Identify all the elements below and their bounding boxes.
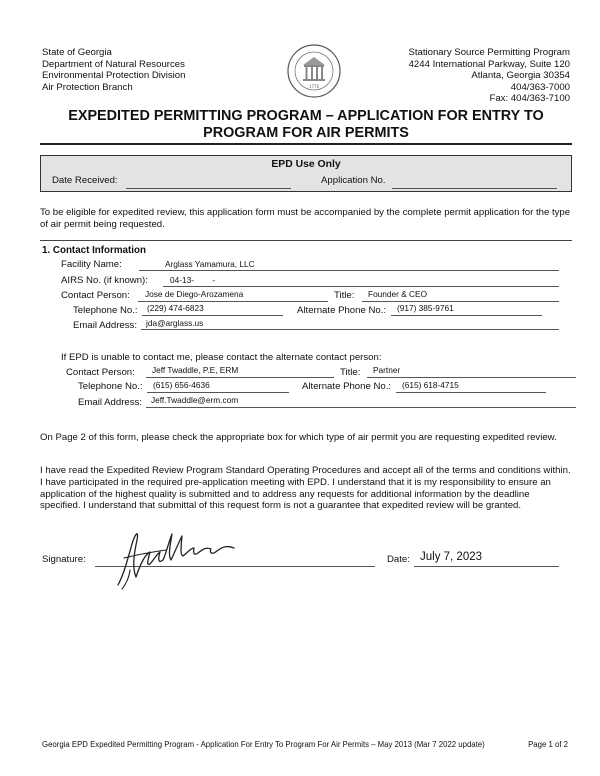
contact-title-label: Title: — [334, 290, 355, 301]
alt-email-field[interactable] — [146, 407, 576, 408]
date-received-label: Date Received: — [52, 175, 118, 186]
date-field[interactable] — [414, 566, 559, 567]
contact-section-heading: 1. Contact Information — [42, 245, 146, 256]
facility-name-value: Arglass Yamamura, LLC — [165, 259, 255, 269]
program-line: Atlanta, Georgia 30354 — [471, 70, 570, 82]
program-line: 4244 International Parkway, Suite 120 — [408, 58, 570, 70]
agency-line: Environmental Protection Division — [42, 70, 186, 82]
airs-no-value: 04-13- - — [170, 275, 216, 285]
telephone-value: (229) 474-6823 — [147, 303, 204, 313]
alt-alternate-phone-label: Alternate Phone No.: — [302, 381, 392, 392]
alt-email-label: Email Address: — [78, 397, 142, 408]
date-label: Date: — [387, 554, 410, 565]
alt-contact-person-field[interactable] — [146, 377, 334, 378]
handwritten-signature — [108, 522, 248, 597]
page-two-note: On Page 2 of this form, please check the appropriate box for which type of air permit you are requesting expedited review. — [40, 432, 557, 443]
epd-use-only-box — [40, 155, 572, 192]
title-line: EXPEDITED PERMITTING PROGRAM – APPLICATION FOR ENTRY TO — [68, 108, 544, 124]
page-title — [40, 108, 572, 142]
alternate-phone-value: (917) 385-9761 — [397, 303, 454, 313]
date-value: July 7, 2023 — [420, 551, 483, 563]
contact-person-value: Jose de Diego-Arozamena — [145, 289, 244, 299]
contact-person-label: Contact Person: — [61, 290, 130, 301]
alt-email-value: Jeff.Twaddle@erm.com — [151, 395, 239, 405]
title-line: PROGRAM FOR AIR PERMITS — [203, 125, 409, 141]
alt-contact-title-label: Title: — [340, 367, 361, 378]
program-line: Fax: 404/363-7100 — [489, 93, 570, 105]
alt-contact-title-value: Partner — [373, 365, 401, 375]
program-address-block — [408, 47, 570, 105]
contact-person-field[interactable] — [138, 301, 328, 302]
agency-line: State of Georgia — [42, 47, 112, 58]
alt-telephone-value: (615) 656-4636 — [153, 380, 210, 390]
alternate-phone-field[interactable] — [391, 315, 542, 316]
footer-document-title: Georgia EPD Expedited Permitting Program - Application For Entry To Program For Air Permits – May 2013 (Mar 7 2022 update) — [42, 740, 485, 749]
date-received-field[interactable] — [126, 188, 291, 189]
alt-contact-title-field[interactable] — [367, 377, 576, 378]
program-line: Stationary Source Permitting Program — [408, 47, 570, 58]
telephone-field[interactable] — [142, 315, 283, 316]
epd-use-only-heading: EPD Use Only — [271, 159, 341, 170]
title-divider — [40, 143, 572, 145]
alt-telephone-label: Telephone No.: — [78, 381, 143, 392]
agency-address-block — [42, 47, 185, 93]
alternate-contact-intro: If EPD is unable to contact me, please contact the alternate contact person: — [61, 352, 382, 363]
alt-alternate-phone-value: (615) 618-4715 — [402, 380, 459, 390]
application-no-label: Application No. — [321, 175, 386, 186]
alt-telephone-field[interactable] — [147, 392, 289, 393]
facility-name-field[interactable] — [139, 270, 559, 271]
agency-line: Department of Natural Resources — [42, 58, 185, 70]
georgia-seal — [286, 43, 342, 99]
certification-statement: I have read the Expedited Review Program Standard Operating Procedures and accept all of the terms and conditions within. I have participated in the required pre-application meeting with EPD. I understand that it is my responsibility to ensure an application of the highest quality is submitted and to address any requests for additional information by the deadline specified. I understand that submittal of this request form is not a guarantee that expedited review will be granted. — [40, 465, 571, 512]
svg-text:1776: 1776 — [308, 84, 320, 89]
page-number: Page 1 of 2 — [528, 740, 568, 749]
contact-title-value: Founder & CEO — [368, 289, 428, 299]
airs-no-label: AIRS No. (if known): — [61, 275, 148, 286]
alt-alternate-phone-field[interactable] — [396, 392, 546, 393]
section-divider — [40, 240, 572, 241]
alt-contact-person-label: Contact Person: — [66, 367, 135, 378]
program-line: 404/363-7000 — [510, 81, 570, 93]
telephone-label: Telephone No.: — [73, 305, 138, 316]
alt-contact-person-value: Jeff Twaddle, P.E, ERM — [152, 365, 239, 375]
email-label: Email Address: — [73, 320, 137, 331]
contact-title-field[interactable] — [362, 301, 559, 302]
email-value: jda@arglass.us — [146, 318, 204, 328]
alternate-phone-label: Alternate Phone No.: — [297, 305, 387, 316]
signature-label: Signature: — [42, 554, 86, 565]
agency-line: Air Protection Branch — [42, 81, 133, 93]
facility-name-label: Facility Name: — [61, 259, 122, 270]
email-field[interactable] — [141, 329, 559, 330]
airs-no-field[interactable] — [163, 286, 559, 287]
eligibility-note: To be eligible for expedited review, this application form must be accompanied by the complete permit application for the type of air permit being requested. — [40, 207, 571, 230]
application-no-field[interactable] — [392, 188, 557, 189]
